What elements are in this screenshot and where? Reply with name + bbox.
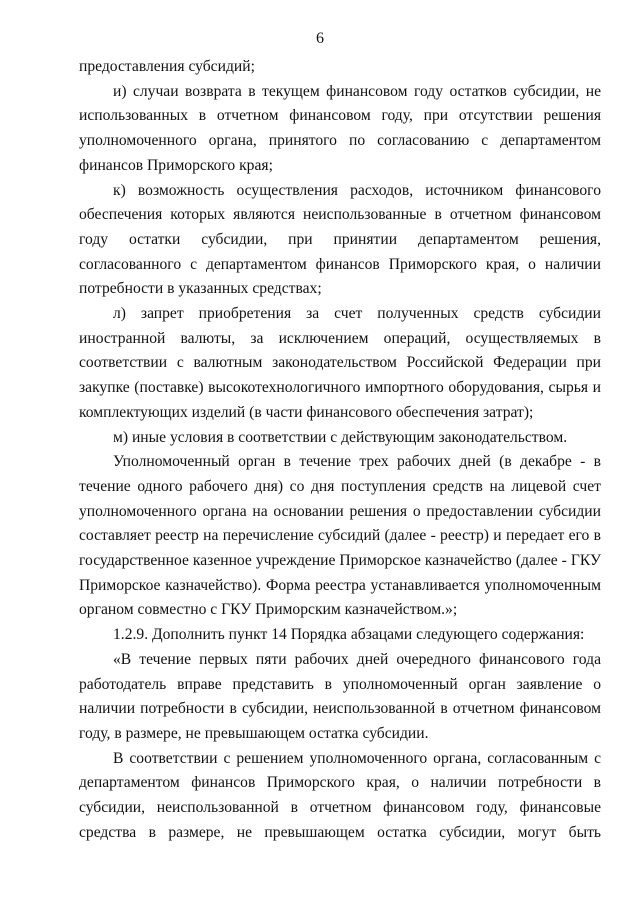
paragraph-decision: В соответствии с решением уполномоченного органа, согласованным с департаментом финансов Приморского края, о наличии потребности в субсидии, неиспользованной в отчетном финансовом году, финансовые средства в размере, не превышающем остатка субсидии, могут быть [79, 749, 601, 841]
paragraph-registry: Уполномоченный орган в течение трех рабочих дней (в декабре - в течение одного рабочего дня) со дня поступления средств на лицевой счет уполномоченного органа на основании решения о предоставлении субсидии составляет реестр на перечисление субсидий (далее - реестр) и передает его в государственное казенное учреждение Приморское казначейство (далее - ГКУ Приморское казначейство). Форма реестра устанавливается уполномоченным органом совместно с ГКУ Приморским казначейством.»; [79, 453, 601, 619]
paragraph-quote-start: «В течение первых пяти рабочих дней очередного финансового года работодатель вправе представить в уполномоченный орган заявление о наличии потребности в субсидии, неиспользованной в отчетном финансовом году, в размере, не превышающем остатка субсидии. [79, 650, 601, 742]
paragraph-continuation: предоставления субсидий; [79, 58, 255, 75]
paragraph-amendment-1-2-9: 1.2.9. Дополнить пункт 14 Порядка абзацами следующего содержания: [113, 626, 585, 644]
page-number: 6 [316, 30, 324, 47]
paragraph-item-l: л) запрет приобретения за счет полученных средств субсидии иностранной валюты, за исключением операций, осуществляемых в соответствии с валютным законодательством Российской Федерации при закупке (поставке) высокотехнологичного импортного оборудования, сырья и комплектующих изделий (в части финансового обеспечения затрат); [79, 305, 601, 421]
paragraph-item-k: к) возможность осуществления расходов, источником финансового обеспечения которых являются неиспользованные в отчетном финансовом году остатки субсидии, при принятии департаментом решения, согласованного с департаментом финансов Приморского края, о наличии потребности в указанных средствах; [79, 181, 601, 298]
paragraph-item-m: м) иные условия в соответствии с действующим законодательством. [113, 428, 568, 446]
paragraph-item-i: и) случаи возврата в текущем финансовом году остатков субсидии, не использованных в отчетном финансовом году, при отсутствии решения уполномоченного органа, принятого по согласованию с департаментом финансов Приморского края; [79, 82, 601, 174]
document-body [79, 55, 601, 846]
